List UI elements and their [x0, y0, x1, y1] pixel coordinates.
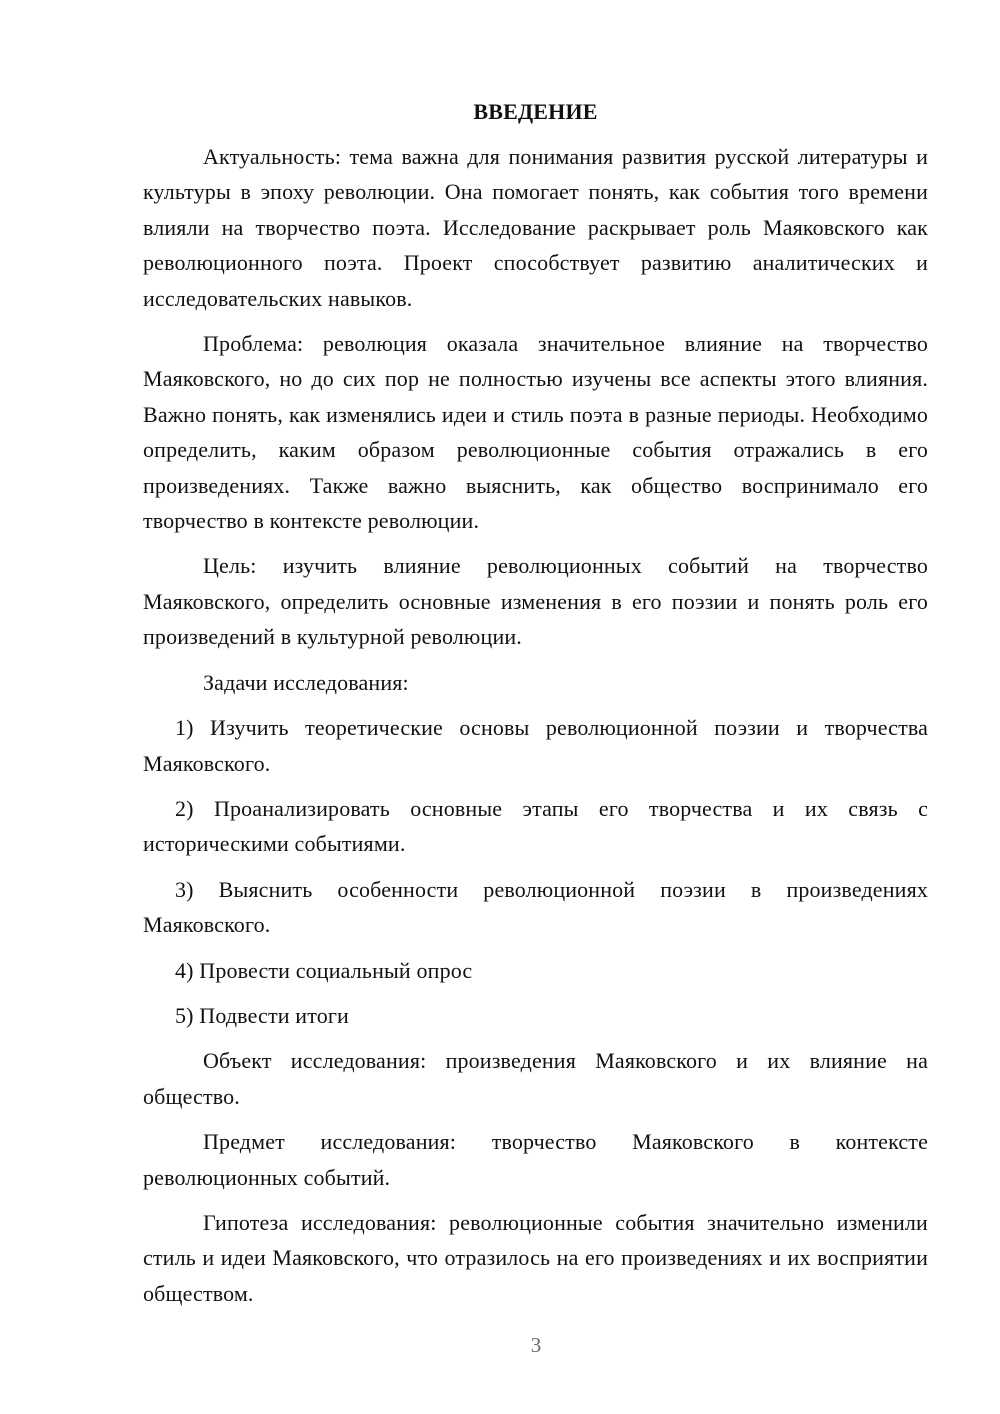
- paragraph-relevance: Актуальность: тема важна для понимания развития русской литературы и культуры в эпоху революции. Она помогает понять, как события того времени влияли на творчество поэта. Исследование раскрывает роль Маяковского как революционного поэта. Проект способствует развитию аналитических и исследовательских навыков.: [143, 144, 928, 311]
- task-item-4: 4) Провести социальный опрос: [175, 957, 473, 983]
- tasks-heading: Задачи исследования:: [203, 669, 409, 695]
- page-number: 3: [530, 1333, 542, 1357]
- paragraph-hypothesis: Гипотеза исследования: революционные события значительно изменили стиль и идеи Маяковского, что отразилось на его произведениях и их восприятии обществом.: [143, 1209, 928, 1306]
- task-item-5: 5) Подвести итоги: [175, 1002, 349, 1028]
- page-content: [143, 94, 928, 1321]
- task-item-2: 2) Проанализировать основные этапы его творчества и их связь с историческими событиями.: [143, 795, 928, 857]
- section-title: ВВЕДЕНИЕ: [473, 99, 598, 124]
- paragraph-subject: Предмет исследования: творчество Маяковского в контексте революционных событий.: [143, 1129, 928, 1190]
- task-item-1: 1) Изучить теоретические основы революционной поэзии и творчества Маяковского.: [143, 715, 928, 776]
- paragraph-problem: Проблема: революция оказала значительное влияние на творчество Маяковского, но до сих пор не полностью изучены все аспекты этого влияния. Важно понять, как изменялись идеи и стиль поэта в разные периоды. Необходимо определить, каким образом революционные события отражались в его произведениях. Также важно выяснить, как общество воспринимало его творчество в контексте революции.: [143, 331, 928, 534]
- paragraph-goal: Цель: изучить влияние революционных событий на творчество Маяковского, определить основные изменения в его поэзии и понять роль его произведений в культурной революции.: [143, 553, 928, 650]
- paragraph-object: Объект исследования: произведения Маяковского и их влияние на общество.: [143, 1048, 928, 1109]
- task-item-3: 3) Выяснить особенности революционной поэзии в произведениях Маяковского.: [143, 876, 928, 938]
